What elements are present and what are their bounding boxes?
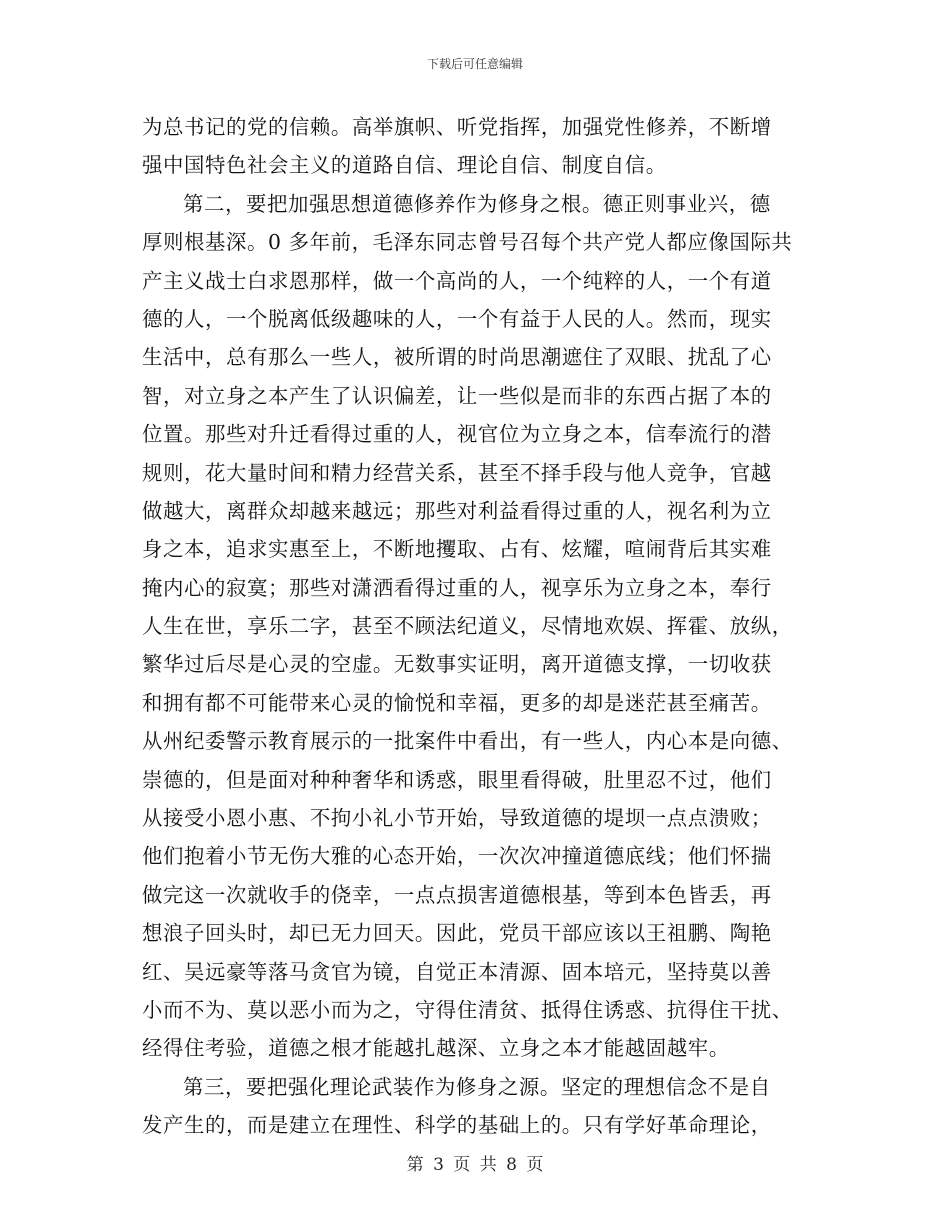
page-header: 下载后可任意编辑 (426, 57, 523, 71)
text-line: 规则，花大量时间和精力经营关系，甚至不择手段与他人竞争，官越 (142, 460, 772, 485)
text-line: 崇德的，但是面对种种奢华和诱惑，眼里看得破，肚里忍不过，他们 (142, 767, 772, 792)
text-line: 智，对立身之本产生了认识偏差，让一些似是而非的东西占据了本的 (142, 383, 772, 408)
text-line: 身之本，追求实惠至上，不断地攫取、占有、炫耀，喧闹背后其实难 (142, 537, 772, 562)
paragraph-start-line: 第二，要把加强思想道德修养作为修身之根。德正则事业兴，德 (183, 191, 771, 216)
text-line: 他们抱着小节无伤大雅的心态开始，一次次冲撞道德底线；他们怀揣 (142, 844, 772, 869)
text-line: 繁华过后尽是心灵的空虚。无数事实证明，离开道德支撑，一切收获 (142, 652, 772, 677)
text-line: 德的人，一个脱离低级趣味的人，一个有益于人民的人。然而，现实 (142, 306, 772, 331)
text-line: 经得住考验，道德之根才能越扎越深、立身之本才能越固越牢。 (142, 1036, 730, 1061)
text-line: 强中国特色社会主义的道路自信、理论自信、制度自信。 (142, 153, 667, 178)
paragraph-start-line: 第三，要把强化理论武装作为修身之源。坚定的理想信念不是自 (183, 1074, 771, 1099)
text-line: 人生在世，享乐二字，甚至不顾法纪道义，尽情地欢娱、挥霍、放纵， (142, 614, 793, 639)
text-line: 厚则根基深。0 多年前，毛泽东同志曾号召每个共产党人都应像国际共 (142, 230, 793, 255)
text-line: 做越大，离群众却越来越远；那些对利益看得过重的人，视名利为立 (142, 498, 772, 523)
text-line: 产主义战士白求恩那样，做一个高尚的人，一个纯粹的人，一个有道 (142, 268, 772, 293)
text-line: 和拥有都不可能带来心灵的愉悦和幸福，更多的却是迷茫甚至痛苦。 (142, 690, 772, 715)
text-line: 掩内心的寂寞；那些对潇洒看得过重的人，视享乐为立身之本，奉行 (142, 575, 772, 600)
text-line: 红、吴远豪等落马贪官为镜，自觉正本清源、固本培元，坚持莫以善 (142, 959, 772, 984)
text-line: 发产生的，而是建立在理性、科学的基础上的。只有学好革命理论， (142, 1113, 772, 1138)
text-line: 为总书记的党的信赖。高举旗帜、听党指挥，加强党性修养，不断增 (142, 115, 772, 139)
document-body (142, 108, 807, 1145)
page-number-footer: 第 3 页 共 8 页 (406, 1155, 544, 1175)
text-line: 做完这一次就收手的侥幸，一点点损害道德根基，等到本色皆丢，再 (142, 882, 772, 907)
text-line: 生活中，总有那么一些人，被所谓的时尚思潮遮住了双眼、扰乱了心 (142, 345, 772, 370)
text-line: 从接受小恩小惠、不拘小礼小节开始，导致道德的堤坝一点点溃败； (142, 806, 772, 831)
text-line: 小而不为、莫以恶小而为之，守得住清贫、抵得住诱惑、抗得住干扰、 (142, 997, 793, 1022)
text-line: 从州纪委警示教育展示的一批案件中看出，有一些人，内心本是向德、 (142, 729, 793, 754)
text-line: 想浪子回头时，却已无力回天。因此，党员干部应该以王祖鹏、陶艳 (142, 921, 772, 946)
text-line: 位置。那些对升迁看得过重的人，视官位为立身之本，信奉流行的潜 (142, 422, 772, 447)
